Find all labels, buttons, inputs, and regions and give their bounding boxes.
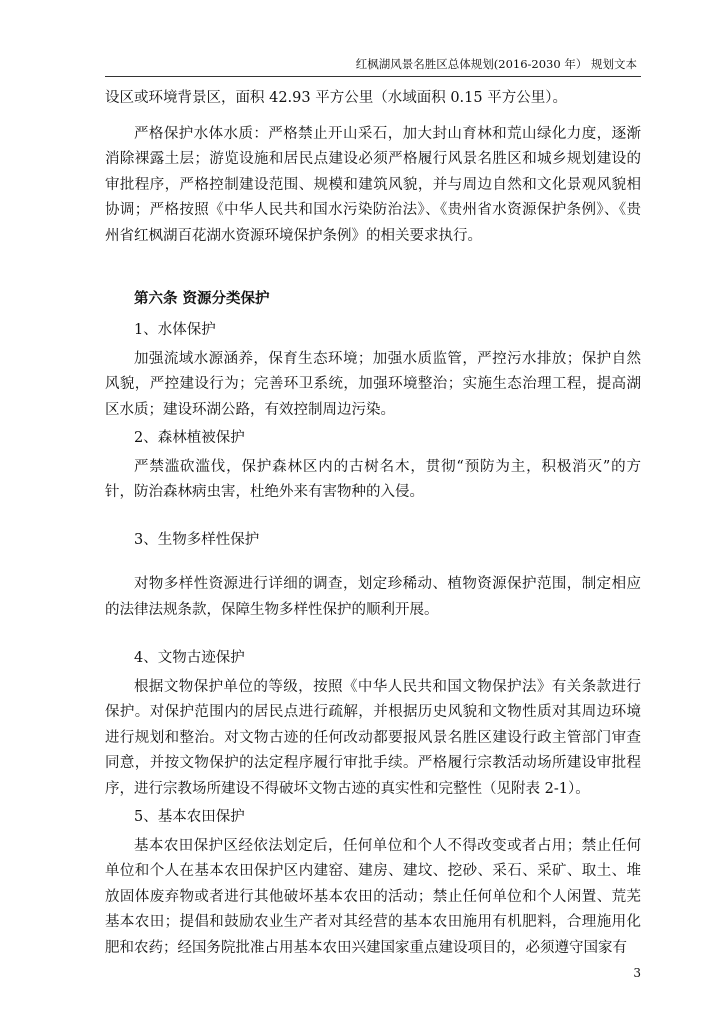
section-heading-heritage: 4、文物古迹保护 xyxy=(134,650,245,666)
page-header xyxy=(105,50,641,77)
section-heading-farmland: 5、基本农田保护 xyxy=(134,809,245,825)
section-body-heritage: 根据文物保护单位的等级，按照《中华人民共和国文物保护法》有关条款进行保护。对保护范围内的居民点进行疏解，并根据历史风貌和文物性质对其周边环境进行规划和整治。对文物古迹的任何改动都要报风景名胜区建设行政主管部门审查同意，并按文物保护的法定程序履行审批手续。严格履行宗教活动场所建设审批程序，进行宗教场所建设不得破坏文物古迹的真实性和完整性（见附表 2-1）。 xyxy=(105,678,641,797)
page-number: 3 xyxy=(633,966,641,980)
section-heading-forest: 2、森林植被保护 xyxy=(134,430,245,446)
section-heading-biodiversity: 3、生物多样性保护 xyxy=(134,531,260,548)
article-title: 第六条 资源分类保护 xyxy=(134,291,270,307)
section-body-water: 加强流域水源涵养，保育生态环境；加强水质监管，严控污水排放；保护自然风貌，严控建设行为；完善环卫系统，加强环境整治；实施生态治理工程，提高湖区水质；建设环湖公路，有效控制周边污染。 xyxy=(105,350,641,418)
section-body-forest: 严禁滥砍滥伐，保护森林区内的古树名木，贯彻“预防为主，积极消灭”的方针，防治森林病虫害，杜绝外来有害物种的入侵。 xyxy=(105,458,641,500)
paragraph-area-continuation: 设区或环境背景区，面积 42.93 平方公里（水域面积 0.15 平方公里）。 xyxy=(105,90,567,106)
section-body-farmland: 基本农田保护区经依法划定后，任何单位和个人不得改变或者占用；禁止任何单位和个人在基本农田保护区内建窑、建房、建坟、挖砂、采石、采矿、取土、堆放固体废弃物或者进行其他破坏基本农田的活动；禁止任何单位和个人闲置、荒芜基本农田；提倡和鼓励农业生产者对其经营的基本农田施用有机肥料，合理施用化肥和农药；经国务院批准占用基本农田兴建国家重点建设项目的，必须遵守国家有 xyxy=(105,837,641,956)
document-body xyxy=(105,86,641,961)
header-title: 红枫湖风景名胜区总体规划(2016-2030 年） 规划文本 xyxy=(355,57,637,71)
section-body-biodiversity: 对物多样性资源进行详细的调查，划定珍稀动、植物资源保护范围，制定相应的法律法规条款，保障生物多样性保护的顺利开展。 xyxy=(105,576,641,618)
paragraph-water-quality-protection: 严格保护水体水质：严格禁止开山采石，加大封山育林和荒山绿化力度，逐渐消除裸露土层；游览设施和居民点建设必须严格履行风景名胜区和城乡规划建设的审批程序，严格控制建设范围、规模和建筑风貌，并与周边自然和文化景观风貌相协调；严格按照《中华人民共和国水污染防治法》、《贵州省水资源保护条例》、《贵州省红枫湖百花湖水资源环境保护条例》的相关要求执行。 xyxy=(105,125,641,244)
section-heading-water: 1、水体保护 xyxy=(134,322,216,338)
